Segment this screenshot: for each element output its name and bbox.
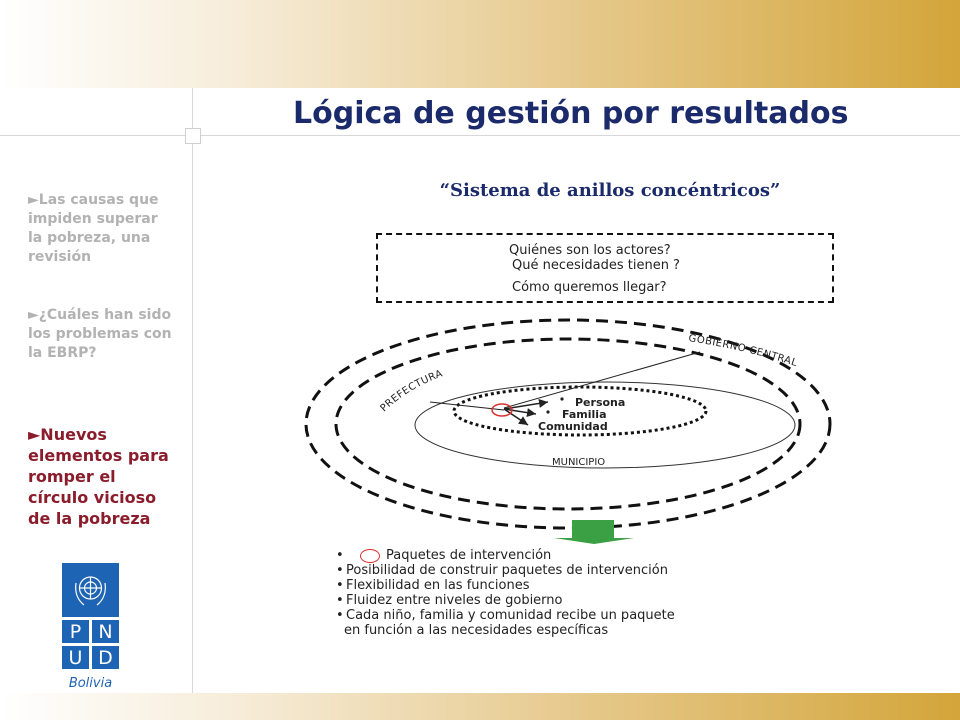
familia-bullet [546, 410, 549, 413]
list-item: • Fluidez entre niveles de gobierno [336, 593, 563, 608]
list-item: • Cada niño, familia y comunidad recibe un paquete [336, 608, 675, 623]
pnud-logo [62, 563, 119, 693]
svg-text:U: U [68, 647, 83, 669]
question-actors: Quiénes son los actores? [509, 243, 671, 258]
label-municipio: MUNICIPIO [552, 457, 606, 468]
sidebar-item-problemas[interactable]: ►¿Cuáles han sido los problemas con la EBRP? [28, 307, 172, 361]
svg-text:P: P [69, 621, 82, 643]
persona-bullet [560, 397, 563, 400]
label-gobierno-central: GOBIERNO CENTRAL [687, 333, 799, 370]
label-comunidad: Comunidad [538, 420, 608, 433]
list-item: • Posibilidad de construir paquetes de intervención [336, 563, 668, 578]
sidebar-item-causas[interactable]: ►Las causas que impiden superar la pobreza, una revisión [28, 192, 159, 265]
outcomes-list [336, 548, 675, 638]
sidebar-item-nuevos-elementos[interactable]: ►Nuevos elementos para romper el círculo vicioso de la pobreza [28, 425, 169, 528]
section-subtitle: “Sistema de anillos concéntricos” [439, 180, 781, 201]
question-needs: Qué necesidades tienen ? [512, 258, 680, 273]
red-circle-icon [360, 549, 380, 563]
question-reach: Cómo queremos llegar? [512, 280, 667, 295]
logo-country: Bolivia [68, 676, 113, 691]
slide-title: Lógica de gestión por resultados [293, 96, 849, 131]
list-item: • Paquetes de intervención [336, 548, 552, 563]
list-item: • Flexibilidad en las funciones [336, 578, 530, 593]
label-prefectura: PREFECTURA [378, 368, 445, 415]
list-item-continuation: en función a las necesidades específicas [344, 623, 609, 638]
svg-text:D: D [98, 647, 113, 669]
down-arrow-icon [554, 520, 634, 544]
label-familia: Familia [562, 408, 607, 421]
label-persona: Persona [575, 396, 626, 409]
svg-text:N: N [98, 621, 113, 643]
